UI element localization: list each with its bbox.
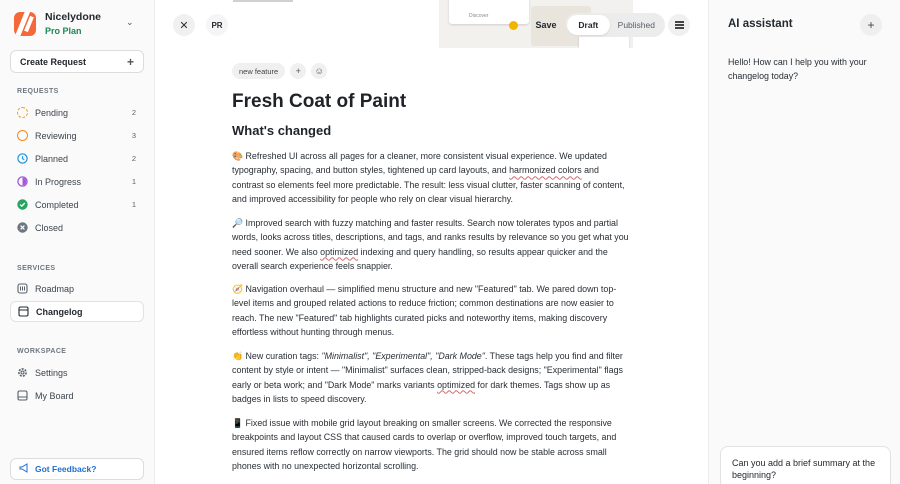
workspace-plan: Pro Plan [45,26,82,36]
text: . These tags help you find and filter content by style or intent — "Minimalist" surfaces clean, stripped-back designs; "Experimental" flags early or beta work; and "Dark Mode" marks variants [232,351,623,390]
feedback-label: Got Feedback? [35,464,97,474]
emoji-icon[interactable]: ☺ [311,63,327,79]
sidebar-item-label: Planned [35,153,69,164]
sidebar [0,0,155,484]
roadmap-icon [17,283,28,294]
feedback-button[interactable] [10,458,144,480]
menu-icon [675,24,684,25]
sidebar-item-label: Pending [35,107,69,118]
count-badge: 3 [131,131,136,140]
sidebar-item-reviewing[interactable] [10,125,144,146]
services-section-label: SERVICES [17,265,56,272]
count-badge: 2 [131,108,136,117]
requests-section-label: REQUESTS [17,88,59,95]
paragraph-tags[interactable] [232,349,630,406]
chevron-down-icon[interactable]: ⌄ [126,17,134,27]
text: 👏 New curation tags: [232,351,322,361]
pending-status-icon [17,107,28,118]
megaphone-icon [19,463,29,475]
menu-button[interactable] [668,14,690,36]
sidebar-item-label: Roadmap [35,283,75,294]
spellcheck-text: harmonized colors [509,165,582,176]
pr-badge[interactable]: PR [206,14,228,36]
reviewing-status-icon [17,130,28,141]
sidebar-item-closed[interactable] [10,217,144,238]
sidebar-item-changelog[interactable] [10,301,144,322]
sidebar-item-roadmap[interactable] [10,278,144,299]
count-badge: 1 [131,177,136,186]
sidebar-item-label: Closed [35,222,64,233]
sidebar-item-label: Reviewing [35,130,77,141]
paragraph-ui[interactable] [232,149,630,206]
add-tag-icon[interactable]: + [290,63,306,79]
cover-card [449,0,529,24]
changelog-icon [18,306,29,317]
sidebar-item-label: Changelog [36,306,83,317]
divider [233,0,293,2]
text: for dark themes. Tags show up as badges in lists to speed discovery. [232,379,611,404]
sidebar-item-completed[interactable] [10,194,144,215]
close-icon: ✕ [179,19,189,32]
assistant-message: Hello! How can I help you with your changelog today? [728,57,867,81]
board-icon [17,390,28,401]
count-badge: 2 [131,154,136,163]
draft-option[interactable]: Draft [567,15,610,35]
assistant-title: AI assistant [728,18,793,30]
spellcheck-text: optimized [320,246,359,257]
text: indexing and query handling, so results appear quicker and the overall search experience feels snappier. [232,246,608,271]
paragraph-mobile[interactable]: 📱 Fixed issue with mobile grid layout breaking on smaller screens. We corrected the responsive breakpoints and layout CSS that caused cards to overlap or overflow, improved touch targets, and ensured items reflow correctly on narrow viewports. The grid should now be stable across small phones with no unexpected horizontal scrolling. [232,418,617,471]
workspace-switcher[interactable] [14,11,101,36]
text: 🔎 Improved search with fuzzy matching and faster results. Search now tolerates typos and partial words, looks across titles, descriptions, and tags, and ranks results by relevance so you get what you need sooner. We also [232,218,629,257]
spellcheck-text: optimized [437,379,476,390]
sidebar-item-label: In Progress [35,176,82,187]
workspace-name: Nicelydone [45,11,102,23]
x-circle-icon [17,222,28,233]
main-editor [155,0,708,484]
paragraph-navigation[interactable]: 🧭 Navigation overhaul — simplified menu structure and new "Featured" tab. We pared down top-level items and grouped related actions to reduce friction; common destinations are now easier to reach. The new "Featured" tab highlights curated picks and noteworthy items, making discovery effortless without hunting through menus. [232,284,617,337]
count-badge: 1 [131,200,136,209]
planned-status-icon [17,153,28,164]
create-request-button[interactable] [10,50,144,73]
text: 🎨 Refreshed UI across all pages for a cleaner, more consistent visual experience. We updated typography, spacing, and button styles, tightened up card layouts, and [232,151,607,176]
create-request-label: Create Request [20,56,87,67]
plus-icon: + [126,54,134,69]
sidebar-item-label: Completed [35,199,79,210]
save-button[interactable]: Save [535,20,557,30]
tag-row [232,63,327,79]
text: and contrast so elements feel more predictable. The result: less visual clutter, faster scanning of content, and improved accessibility for people who rely on clear visual hierarchy. [232,165,625,204]
in-progress-status-icon [17,176,28,187]
publish-toggle [565,13,665,37]
sidebar-item-pending[interactable] [10,102,144,123]
gear-icon [17,367,28,378]
plus-icon: + [867,18,875,32]
suggestion-chip[interactable]: Can you add a brief summary at the beginning? [720,446,891,484]
sidebar-item-label: My Board [35,390,74,401]
new-chat-button[interactable] [860,14,882,36]
cover-word: Discover [469,13,489,19]
assistant-panel [708,0,900,484]
italic-text: "Minimalist", "Experimental", "Dark Mode" [321,351,485,361]
paragraph-search[interactable] [232,216,630,273]
sidebar-item-settings[interactable] [10,362,144,383]
tag-new-feature[interactable]: new feature [232,63,285,79]
post-subtitle[interactable]: What's changed [232,123,332,138]
sidebar-item-planned[interactable] [10,148,144,169]
sidebar-item-label: Settings [35,367,68,378]
post-title[interactable]: Fresh Coat of Paint [232,91,407,112]
check-circle-icon [17,199,28,210]
workspace-section-label: WORKSPACE [17,348,67,355]
workspace-logo [14,12,36,36]
sidebar-item-my-board[interactable] [10,385,144,406]
close-button[interactable] [173,14,195,36]
cover-dot [509,21,518,30]
published-option[interactable]: Published [617,20,655,30]
sidebar-item-in-progress[interactable] [10,171,144,192]
